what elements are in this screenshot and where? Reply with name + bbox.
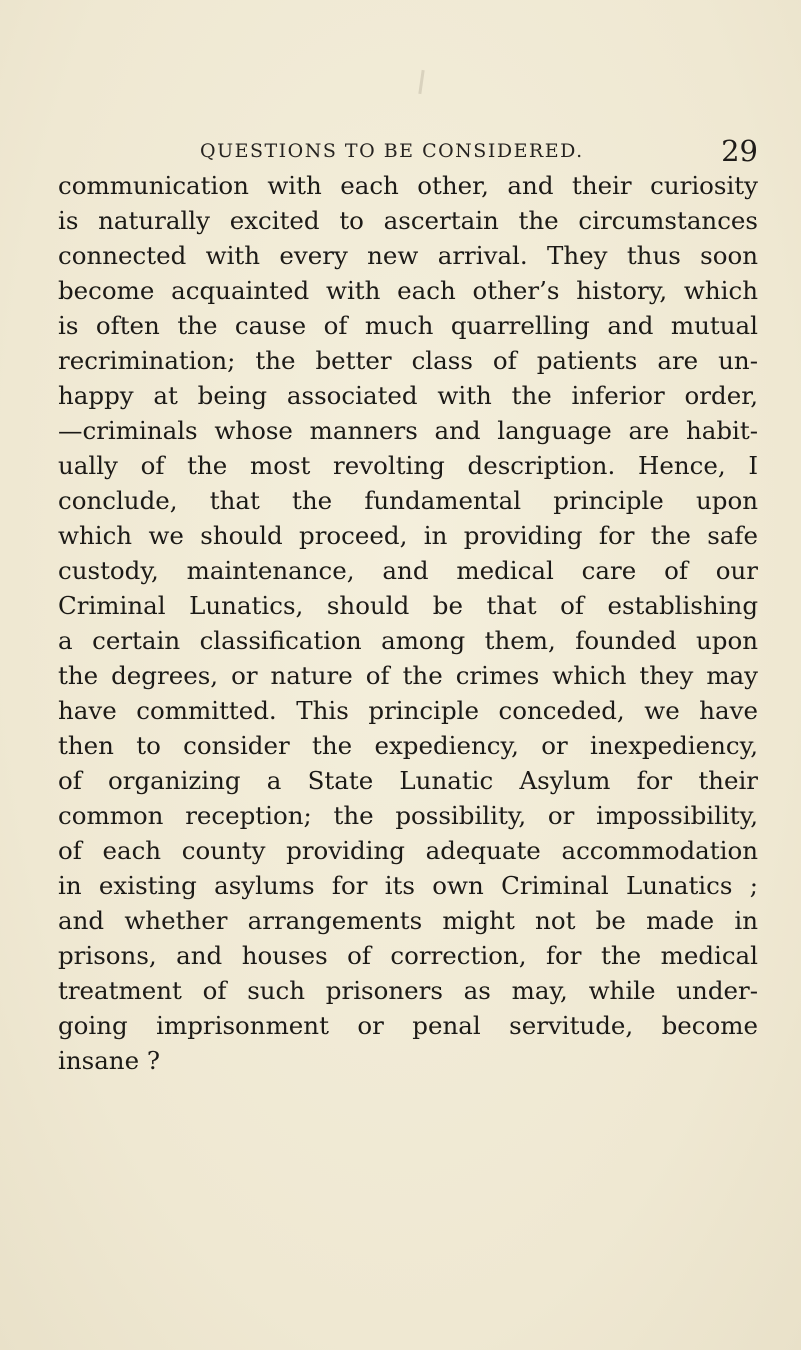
page-header <box>58 134 758 170</box>
text-line: connected with every new arrival. They thus soon <box>58 241 758 270</box>
page-number: 29 <box>721 134 758 168</box>
text-line: have committed. This principle conceded, we have <box>58 696 758 725</box>
running-title: QUESTIONS TO BE CONSIDERED. <box>200 140 584 162</box>
text-line: in existing asylums for its own Criminal Lunatics ; <box>58 871 758 900</box>
text-line: —criminals whose manners and language are habit- <box>58 416 758 445</box>
text-line: of organizing a State Lunatic Asylum for their <box>58 766 758 795</box>
text-line: the degrees, or nature of the crimes which they may <box>58 661 758 690</box>
text-line: common reception; the possibility, or impossibility, <box>58 801 758 830</box>
text-line: become acquainted with each other’s history, which <box>58 276 758 305</box>
ink-mark <box>418 70 424 94</box>
text-line: Criminal Lunatics, should be that of establishing <box>58 591 758 620</box>
text-line: conclude, that the fundamental principle upon <box>58 486 758 515</box>
text-line: is often the cause of much quarrelling and mutual <box>58 311 758 340</box>
text-line: going imprisonment or penal servitude, become <box>58 1011 758 1040</box>
text-line: custody, maintenance, and medical care of our <box>58 556 758 585</box>
text-line: treatment of such prisoners as may, while under- <box>58 976 758 1005</box>
text-line: insane ? <box>58 1046 160 1075</box>
text-line: happy at being associated with the inferior order, <box>58 381 758 410</box>
text-line: recrimination; the better class of patients are un- <box>58 346 758 375</box>
text-line: communication with each other, and their curiosity <box>58 171 758 200</box>
text-line: and whether arrangements might not be made in <box>58 906 758 935</box>
text-line: of each county providing adequate accommodation <box>58 836 758 865</box>
text-line: a certain classification among them, founded upon <box>58 626 758 655</box>
text-line: then to consider the expediency, or inexpediency, <box>58 731 758 760</box>
text-line: is naturally excited to ascertain the circumstances <box>58 206 758 235</box>
text-line: ually of the most revolting description. Hence, I <box>58 451 758 480</box>
text-line: prisons, and houses of correction, for the medical <box>58 941 758 970</box>
text-line: which we should proceed, in providing for the safe <box>58 521 758 550</box>
